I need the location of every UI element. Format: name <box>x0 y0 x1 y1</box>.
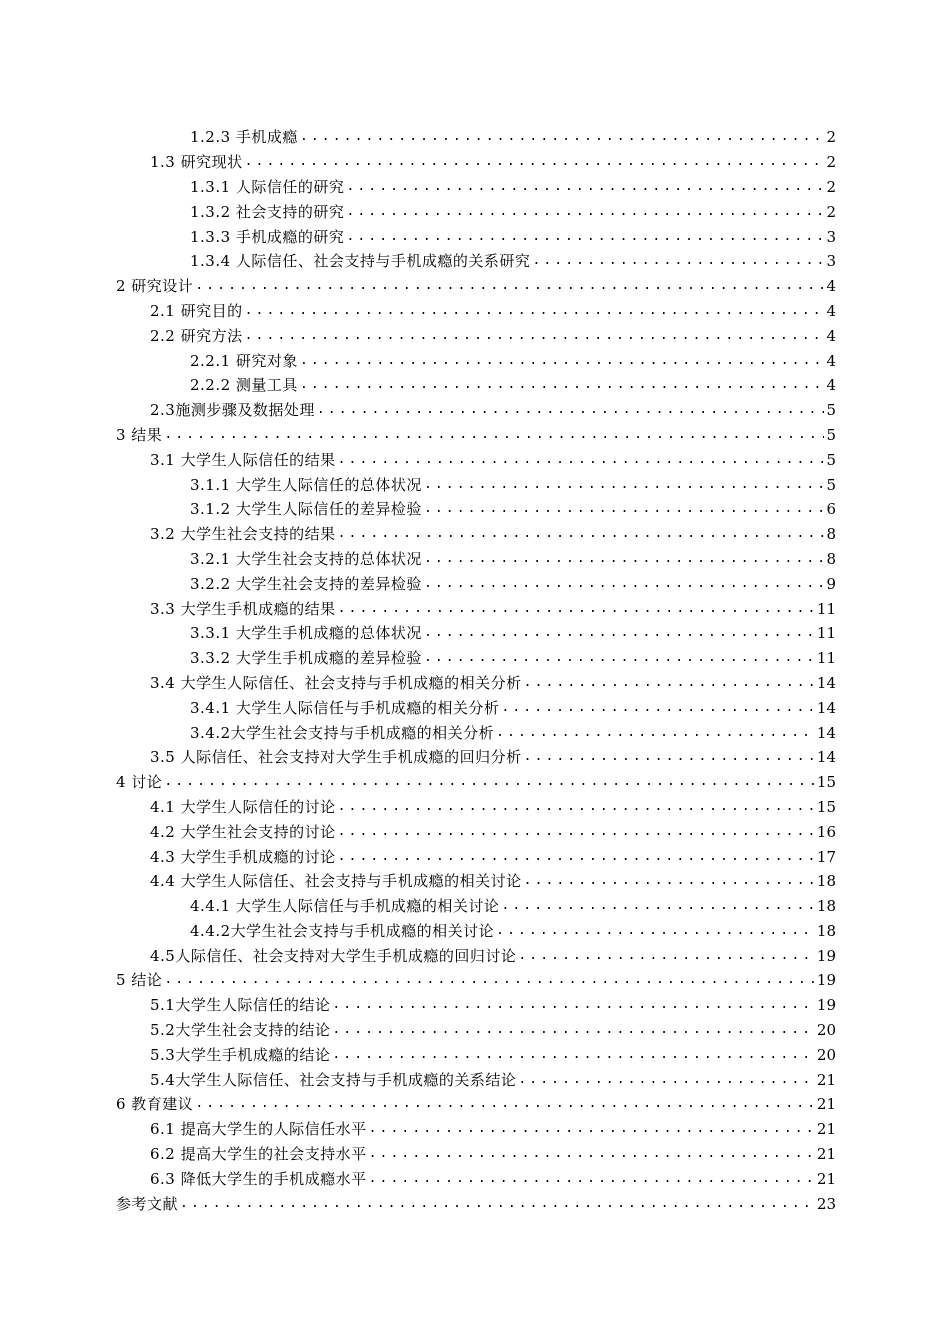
toc-dot-leader <box>369 1170 815 1188</box>
toc-entry-page-number: 4 <box>826 277 836 296</box>
toc-entry[interactable] <box>0 199 950 224</box>
toc-entry-title: 参考文献 <box>116 1194 179 1213</box>
toc-entry[interactable] <box>0 646 950 671</box>
toc-entry-title: 1.2.3 手机成瘾 <box>190 128 298 147</box>
toc-entry[interactable] <box>0 844 950 869</box>
toc-dot-leader <box>424 649 815 667</box>
toc-entry-page-number: 18 <box>816 921 836 940</box>
toc-entry-page-number: 14 <box>816 748 836 767</box>
toc-entry-page-number: 21 <box>816 1070 836 1089</box>
toc-entry-page-number: 19 <box>816 971 836 990</box>
toc-entry-title: 4.4 大学生人际信任、社会支持与手机成瘾的相关讨论 <box>150 872 522 891</box>
toc-entry-page-number: 21 <box>816 1145 836 1164</box>
toc-entry-title: 4.4.1 大学生人际信任与手机成瘾的相关讨论 <box>190 897 500 916</box>
toc-entry[interactable] <box>0 175 950 200</box>
toc-entry-title: 3.5 人际信任、社会支持对大学生手机成瘾的回归分析 <box>150 748 522 767</box>
toc-entry-page-number: 15 <box>816 773 836 792</box>
toc-entry[interactable] <box>0 894 950 919</box>
toc-entry[interactable] <box>0 819 950 844</box>
toc-entry-page-number: 3 <box>826 252 836 271</box>
toc-entry[interactable] <box>0 423 950 448</box>
toc-dot-leader <box>501 699 814 717</box>
toc-dot-leader <box>424 550 824 568</box>
toc-entry-title: 3.1 大学生人际信任的结果 <box>150 450 336 469</box>
toc-dot-leader <box>524 872 815 890</box>
toc-entry-title: 6.1 提高大学生的人际信任水平 <box>150 1120 367 1139</box>
toc-entry-title: 3.4.1 大学生人际信任与手机成瘾的相关分析 <box>190 698 500 717</box>
toc-entry-title: 3.3.1 大学生手机成瘾的总体状况 <box>190 624 422 643</box>
toc-entry-page-number: 4 <box>826 301 836 320</box>
toc-dot-leader <box>338 823 815 841</box>
toc-entry-title: 2.2 研究方法 <box>150 326 243 345</box>
toc-entry[interactable] <box>0 596 950 621</box>
toc-entry-page-number: 2 <box>826 128 836 147</box>
toc-entry[interactable] <box>0 547 950 572</box>
toc-dot-leader <box>300 352 824 370</box>
toc-entry-title: 1.3 研究现状 <box>150 153 243 172</box>
toc-entry-title: 1.3.4 人际信任、社会支持与手机成瘾的关系研究 <box>190 252 531 271</box>
toc-dot-leader <box>518 947 815 965</box>
toc-dot-leader <box>346 203 824 221</box>
toc-entry-page-number: 8 <box>826 525 836 544</box>
toc-entry[interactable] <box>0 447 950 472</box>
toc-entry-page-number: 21 <box>816 1095 836 1114</box>
toc-dot-leader <box>496 922 815 940</box>
toc-entry-title: 4.2 大学生社会支持的讨论 <box>150 822 336 841</box>
toc-dot-leader <box>245 327 824 345</box>
toc-dot-leader <box>195 277 824 295</box>
toc-entry-title: 5.4大学生人际信任、社会支持与手机成瘾的关系结论 <box>150 1070 517 1089</box>
toc-dot-leader <box>369 1120 815 1138</box>
table-of-contents <box>0 125 950 1216</box>
toc-dot-leader <box>317 401 824 419</box>
toc-entry[interactable] <box>0 745 950 770</box>
toc-entry[interactable] <box>0 770 950 795</box>
toc-entry[interactable] <box>0 720 950 745</box>
toc-entry[interactable] <box>0 571 950 596</box>
toc-dot-leader <box>164 426 824 444</box>
toc-dot-leader <box>369 1145 815 1163</box>
toc-entry-title: 1.3.3 手机成瘾的研究 <box>190 227 345 246</box>
toc-entry-title: 6.3 降低大学生的手机成瘾水平 <box>150 1169 367 1188</box>
toc-entry[interactable] <box>0 299 950 324</box>
toc-entry-page-number: 3 <box>826 227 836 246</box>
toc-entry-title: 3.4 大学生人际信任、社会支持与手机成瘾的相关分析 <box>150 673 522 692</box>
toc-entry[interactable] <box>0 1142 950 1167</box>
toc-dot-leader <box>180 1195 815 1213</box>
toc-entry[interactable] <box>0 125 950 150</box>
toc-entry[interactable] <box>0 968 950 993</box>
toc-entry-title: 4.4.2大学生社会支持与手机成瘾的相关讨论 <box>190 921 495 940</box>
toc-entry[interactable] <box>0 869 950 894</box>
toc-entry-title: 5.3大学生手机成瘾的结论 <box>150 1045 331 1064</box>
toc-dot-leader <box>332 996 815 1014</box>
toc-entry[interactable] <box>0 1117 950 1142</box>
toc-dot-leader <box>338 525 824 543</box>
toc-dot-leader <box>524 674 815 692</box>
toc-entry-title: 3.4.2大学生社会支持与手机成瘾的相关分析 <box>190 723 495 742</box>
toc-entry-title: 4.5人际信任、社会支持对大学生手机成瘾的回归讨论 <box>150 946 517 965</box>
toc-entry-title: 4.1 大学生人际信任的讨论 <box>150 797 336 816</box>
toc-entry-title: 4.3 大学生手机成瘾的讨论 <box>150 847 336 866</box>
toc-dot-leader <box>300 376 824 394</box>
toc-dot-leader <box>338 848 815 866</box>
toc-entry-title: 4 讨论 <box>116 773 163 792</box>
toc-entry-page-number: 20 <box>816 1045 836 1064</box>
toc-entry-page-number: 2 <box>826 202 836 221</box>
toc-entry-page-number: 14 <box>816 673 836 692</box>
toc-entry[interactable] <box>0 522 950 547</box>
toc-dot-leader <box>332 1046 815 1064</box>
toc-entry-title: 3.3 大学生手机成瘾的结果 <box>150 599 336 618</box>
toc-entry-page-number: 21 <box>816 1169 836 1188</box>
toc-entry-title: 3.1.1 大学生人际信任的总体状况 <box>190 475 422 494</box>
toc-dot-leader <box>332 1021 815 1039</box>
toc-entry-page-number: 18 <box>816 872 836 891</box>
toc-entry-title: 6 教育建议 <box>116 1095 194 1114</box>
toc-entry-page-number: 17 <box>816 847 836 866</box>
toc-entry-page-number: 4 <box>826 326 836 345</box>
toc-entry-page-number: 23 <box>816 1194 836 1213</box>
toc-entry[interactable] <box>0 943 950 968</box>
toc-entry-page-number: 15 <box>816 797 836 816</box>
toc-entry[interactable] <box>0 497 950 522</box>
toc-entry-page-number: 2 <box>826 177 836 196</box>
toc-entry-title: 5 结论 <box>116 971 163 990</box>
toc-entry[interactable] <box>0 1092 950 1117</box>
toc-dot-leader <box>245 302 824 320</box>
toc-entry-title: 2.2.2 测量工具 <box>190 376 298 395</box>
toc-entry[interactable] <box>0 1042 950 1067</box>
toc-entry-page-number: 6 <box>826 500 836 519</box>
toc-entry-title: 6.2 提高大学生的社会支持水平 <box>150 1145 367 1164</box>
toc-entry-page-number: 5 <box>826 475 836 494</box>
toc-entry-title: 3.2.2 大学生社会支持的差异检验 <box>190 574 422 593</box>
toc-entry-title: 1.3.2 社会支持的研究 <box>190 202 345 221</box>
toc-entry[interactable] <box>0 323 950 348</box>
toc-entry-page-number: 2 <box>826 153 836 172</box>
toc-entry[interactable] <box>0 919 950 944</box>
toc-dot-leader <box>424 575 824 593</box>
toc-entry-title: 2.1 研究目的 <box>150 301 243 320</box>
toc-entry-page-number: 5 <box>826 401 836 420</box>
toc-dot-leader <box>338 798 815 816</box>
toc-entry[interactable] <box>0 621 950 646</box>
toc-entry[interactable] <box>0 249 950 274</box>
toc-dot-leader <box>164 773 815 791</box>
toc-entry-title: 2 研究设计 <box>116 277 194 296</box>
toc-dot-leader <box>524 748 815 766</box>
toc-dot-leader <box>300 128 824 146</box>
toc-entry-title: 5.1大学生人际信任的结论 <box>150 996 331 1015</box>
toc-dot-leader <box>195 1095 815 1113</box>
toc-entry-title: 3.2.1 大学生社会支持的总体状况 <box>190 549 422 568</box>
toc-entry-page-number: 9 <box>826 574 836 593</box>
toc-entry-page-number: 11 <box>816 599 836 618</box>
toc-entry[interactable] <box>0 993 950 1018</box>
toc-entry[interactable] <box>0 274 950 299</box>
toc-entry[interactable] <box>0 671 950 696</box>
toc-entry-page-number: 5 <box>826 425 836 444</box>
toc-entry-page-number: 19 <box>816 996 836 1015</box>
toc-dot-leader <box>346 178 824 196</box>
toc-entry[interactable] <box>0 348 950 373</box>
toc-entry[interactable] <box>0 398 950 423</box>
toc-entry-page-number: 21 <box>816 1120 836 1139</box>
toc-entry-title: 3.3.2 大学生手机成瘾的差异检验 <box>190 649 422 668</box>
toc-entry[interactable] <box>0 795 950 820</box>
toc-entry-title: 1.3.1 人际信任的研究 <box>190 177 345 196</box>
toc-entry-title: 2.3施测步骤及数据处理 <box>150 401 315 420</box>
toc-entry-page-number: 16 <box>816 822 836 841</box>
toc-dot-leader <box>518 1071 815 1089</box>
toc-dot-leader <box>338 600 815 618</box>
toc-entry[interactable] <box>0 1018 950 1043</box>
toc-entry[interactable] <box>0 1166 950 1191</box>
toc-dot-leader <box>245 153 824 171</box>
toc-entry[interactable] <box>0 1067 950 1092</box>
toc-entry[interactable] <box>0 224 950 249</box>
toc-entry-page-number: 20 <box>816 1021 836 1040</box>
toc-entry-title: 3.1.2 大学生人际信任的差异检验 <box>190 500 422 519</box>
toc-dot-leader <box>338 451 824 469</box>
toc-entry-page-number: 11 <box>816 649 836 668</box>
toc-entry-page-number: 14 <box>816 723 836 742</box>
toc-dot-leader <box>346 228 824 246</box>
toc-dot-leader <box>501 897 814 915</box>
toc-entry-page-number: 14 <box>816 698 836 717</box>
toc-entry-title: 2.2.1 研究对象 <box>190 351 298 370</box>
toc-dot-leader <box>424 476 824 494</box>
toc-entry-title: 3 结果 <box>116 425 163 444</box>
toc-entry-title: 3.2 大学生社会支持的结果 <box>150 525 336 544</box>
toc-entry[interactable] <box>0 150 950 175</box>
toc-entry-page-number: 4 <box>826 376 836 395</box>
toc-dot-leader <box>532 252 824 270</box>
toc-entry-title: 5.2大学生社会支持的结论 <box>150 1021 331 1040</box>
toc-entry-page-number: 11 <box>816 624 836 643</box>
toc-entry-page-number: 4 <box>826 351 836 370</box>
toc-dot-leader <box>164 971 815 989</box>
toc-entry[interactable] <box>0 472 950 497</box>
toc-entry-page-number: 18 <box>816 897 836 916</box>
toc-entry[interactable] <box>0 695 950 720</box>
toc-dot-leader <box>496 724 815 742</box>
toc-entry-page-number: 5 <box>826 450 836 469</box>
toc-entry-page-number: 19 <box>816 946 836 965</box>
toc-entry-page-number: 8 <box>826 549 836 568</box>
toc-entry[interactable] <box>0 373 950 398</box>
toc-dot-leader <box>424 500 824 518</box>
toc-entry[interactable] <box>0 1191 950 1216</box>
toc-dot-leader <box>424 624 815 642</box>
